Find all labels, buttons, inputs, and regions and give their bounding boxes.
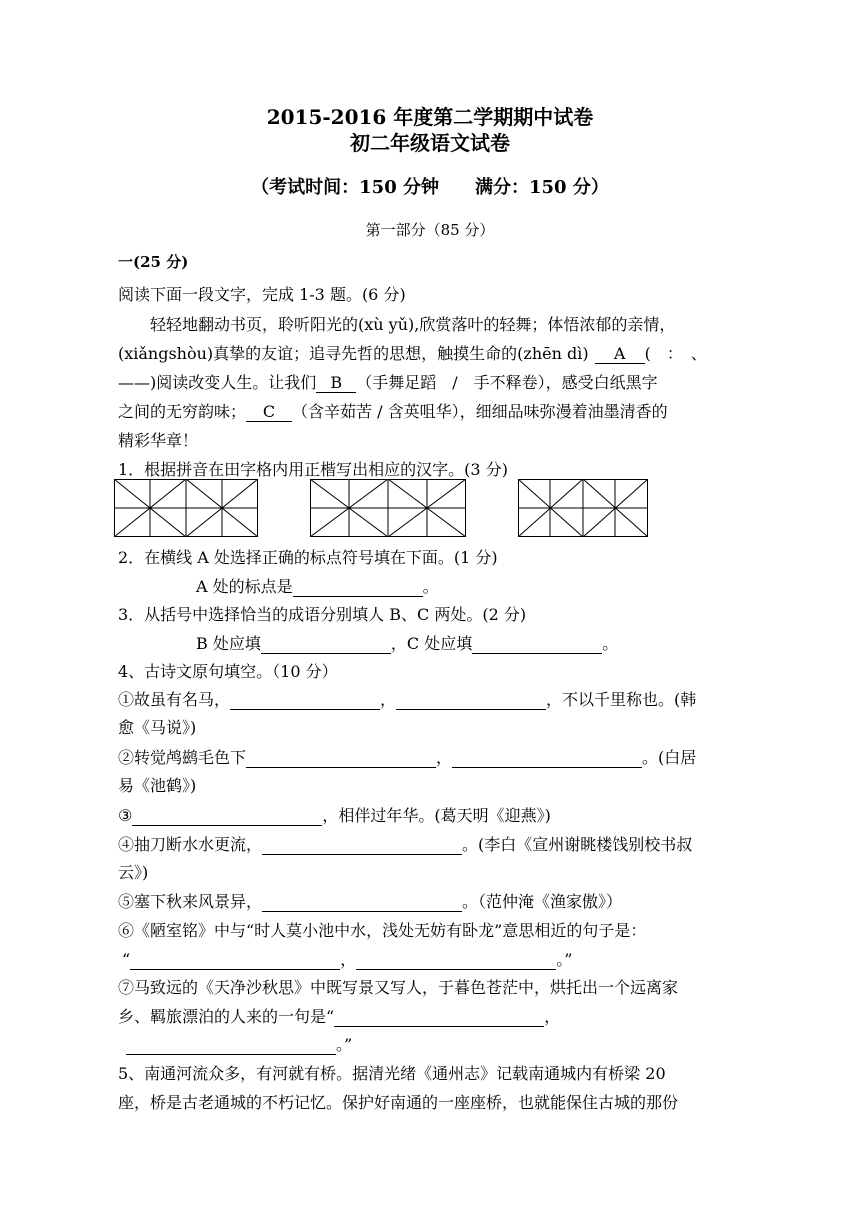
poem-6-comma: ， (340, 950, 357, 969)
poem-3-marker: ③ (118, 806, 133, 825)
poem-7-line-3 (126, 1034, 352, 1056)
passage-intro: 阅读下面一段文字，完成 1-3 题。(6 分) (118, 285, 406, 304)
exam-title-line1: 2015-2016 年度第二学期期中试卷 (266, 105, 594, 129)
question-4: 4、古诗文原句填空。（10 分） (118, 662, 338, 681)
poem-2-tail: 。(白居 (642, 748, 697, 767)
passage-line-2-tail: ( ： 、 (644, 344, 707, 363)
blank-a: A (595, 345, 645, 364)
question-3-end: 。 (602, 634, 619, 653)
poem-2-comma: ， (436, 748, 453, 767)
question-5-line-1: 5、南通河流众多，有河就有桥。据清光绪《通州志》记载南通城内有桥梁 20 (118, 1064, 666, 1083)
question-2-answer (196, 576, 439, 598)
tianzige-grid-2[interactable] (310, 479, 466, 537)
passage-line-4-tail: （含辛茹苦 / 含英咀华），细细品味弥漫着油墨清香的 (292, 402, 668, 421)
poem-item-2 (118, 747, 696, 769)
passage-line-3 (118, 372, 658, 394)
section-heading: 一(25 分) (118, 253, 189, 271)
poem-7-blank-1[interactable] (334, 1008, 544, 1027)
passage-line-4 (118, 401, 668, 423)
passage-line-3-tail: （手舞足蹈 / 手不释卷），感受白纸黑字 (356, 373, 658, 392)
poem-7-comma: ， (544, 1007, 561, 1026)
poem-item-7: ⑦马致远的《天净沙秋思》中既写景又写人，于暮色苍茫中，烘托出一个远离家 (118, 978, 679, 997)
passage-line-3-text: ——)阅读改变人生。让我们 (118, 373, 317, 392)
poem-item-5 (118, 891, 622, 913)
question-1: 1．根据拼音在田字格内用正楷写出相应的汉字。(3 分) (118, 460, 508, 479)
answer-blank-b[interactable] (261, 635, 391, 654)
blank-b: B (316, 374, 356, 393)
poem-5-tail: 。（范仲淹《渔家傲》） (462, 892, 623, 911)
answer-blank-a[interactable] (293, 578, 423, 597)
poem-1-blank-2[interactable] (396, 691, 546, 710)
passage-line-2-text: (xiǎngshòu)真挚的友谊；追寻先哲的思想，触摸生命的(zhēn dì) (118, 344, 589, 363)
poem-item-4 (118, 834, 692, 856)
poem-2-text: ②转觉鸬鹚毛色下 (118, 748, 247, 767)
poem-6-blank-2[interactable] (356, 951, 556, 970)
poem-6-blank-1[interactable] (130, 951, 340, 970)
poem-7-blank-2[interactable] (126, 1036, 336, 1055)
question-3: 3．从括号中选择恰当的成语分别填人 B、C 两处。(2 分) (118, 605, 527, 624)
poem-2-source: 易《池鹤》) (118, 776, 197, 795)
poem-1-blank-1[interactable] (230, 691, 380, 710)
poem-4-text: ④抽刀断水水更流， (118, 835, 263, 854)
passage-line-5: 精彩华章！ (118, 431, 199, 450)
poem-2-blank-1[interactable] (246, 749, 436, 768)
passage-line-4-text: 之间的无穷韵味； (118, 402, 247, 421)
passage-line-1: 轻轻地翻动书页，聆听阳光的(xù yǔ),欣赏落叶的轻舞；体悟浓郁的亲情， (150, 315, 676, 334)
poem-7-line-2 (118, 1006, 560, 1028)
exam-title-line2: 初二年级语文试卷 (350, 131, 510, 155)
poem-item-6: ⑥《陋室铭》中与“时人莫小池中水，浅处无妨有卧龙”意思相近的句子是： (118, 921, 647, 940)
poem-1-comma: ， (380, 690, 397, 709)
poem-1-source: 愈《马说》) (118, 718, 197, 737)
poem-item-3 (118, 805, 551, 827)
poem-1-tail: ，不以千里称也。(韩 (546, 690, 697, 709)
question-2-label: A 处的标点是 (196, 577, 293, 596)
answer-blank-c[interactable] (472, 635, 602, 654)
part-heading: 第一部分（85 分） (365, 221, 495, 239)
tianzige-grid-1[interactable] (114, 479, 258, 537)
passage-line-2 (118, 343, 707, 365)
poem-6-answer (122, 949, 572, 971)
question-3-answer (196, 633, 618, 655)
question-2: 2．在横线 A 处选择正确的标点符号填在下面。(1 分) (118, 548, 498, 567)
question-2-end: 。 (422, 577, 439, 596)
poem-2-blank-2[interactable] (452, 749, 642, 768)
poem-4-source: 云》) (118, 863, 149, 882)
question-3-c-label: ，C 处应填 (390, 634, 473, 653)
poem-3-tail: ，相伴过年华。(葛天明《迎燕》) (322, 806, 551, 825)
poem-1-text: ①故虽有名马， (118, 690, 231, 709)
poem-3-blank[interactable] (132, 807, 322, 826)
exam-info: （考试时间：150 分钟 满分：150 分） (251, 177, 609, 198)
poem-item-1 (118, 689, 696, 711)
poem-7-text: 乡、羁旅漂泊的人来的一句是“ (118, 1007, 335, 1026)
poem-4-blank[interactable] (262, 836, 462, 855)
question-5-line-2: 座，桥是古老通城的不朽记忆。保护好南通的一座座桥，也就能保住古城的那份 (118, 1093, 679, 1112)
poem-5-blank[interactable] (262, 893, 462, 912)
poem-7-close-quote: 。” (336, 1035, 353, 1054)
blank-c: C (246, 403, 292, 422)
poem-6-open-quote: “ (122, 950, 131, 969)
question-3-b-label: B 处应填 (196, 634, 261, 653)
poem-6-close-quote: 。” (556, 950, 573, 969)
poem-4-tail: 。(李白《宣州谢眺楼饯别校书叔 (462, 835, 693, 854)
poem-5-text: ⑤塞下秋来风景异， (118, 892, 263, 911)
tianzige-grid-3[interactable] (518, 479, 648, 537)
